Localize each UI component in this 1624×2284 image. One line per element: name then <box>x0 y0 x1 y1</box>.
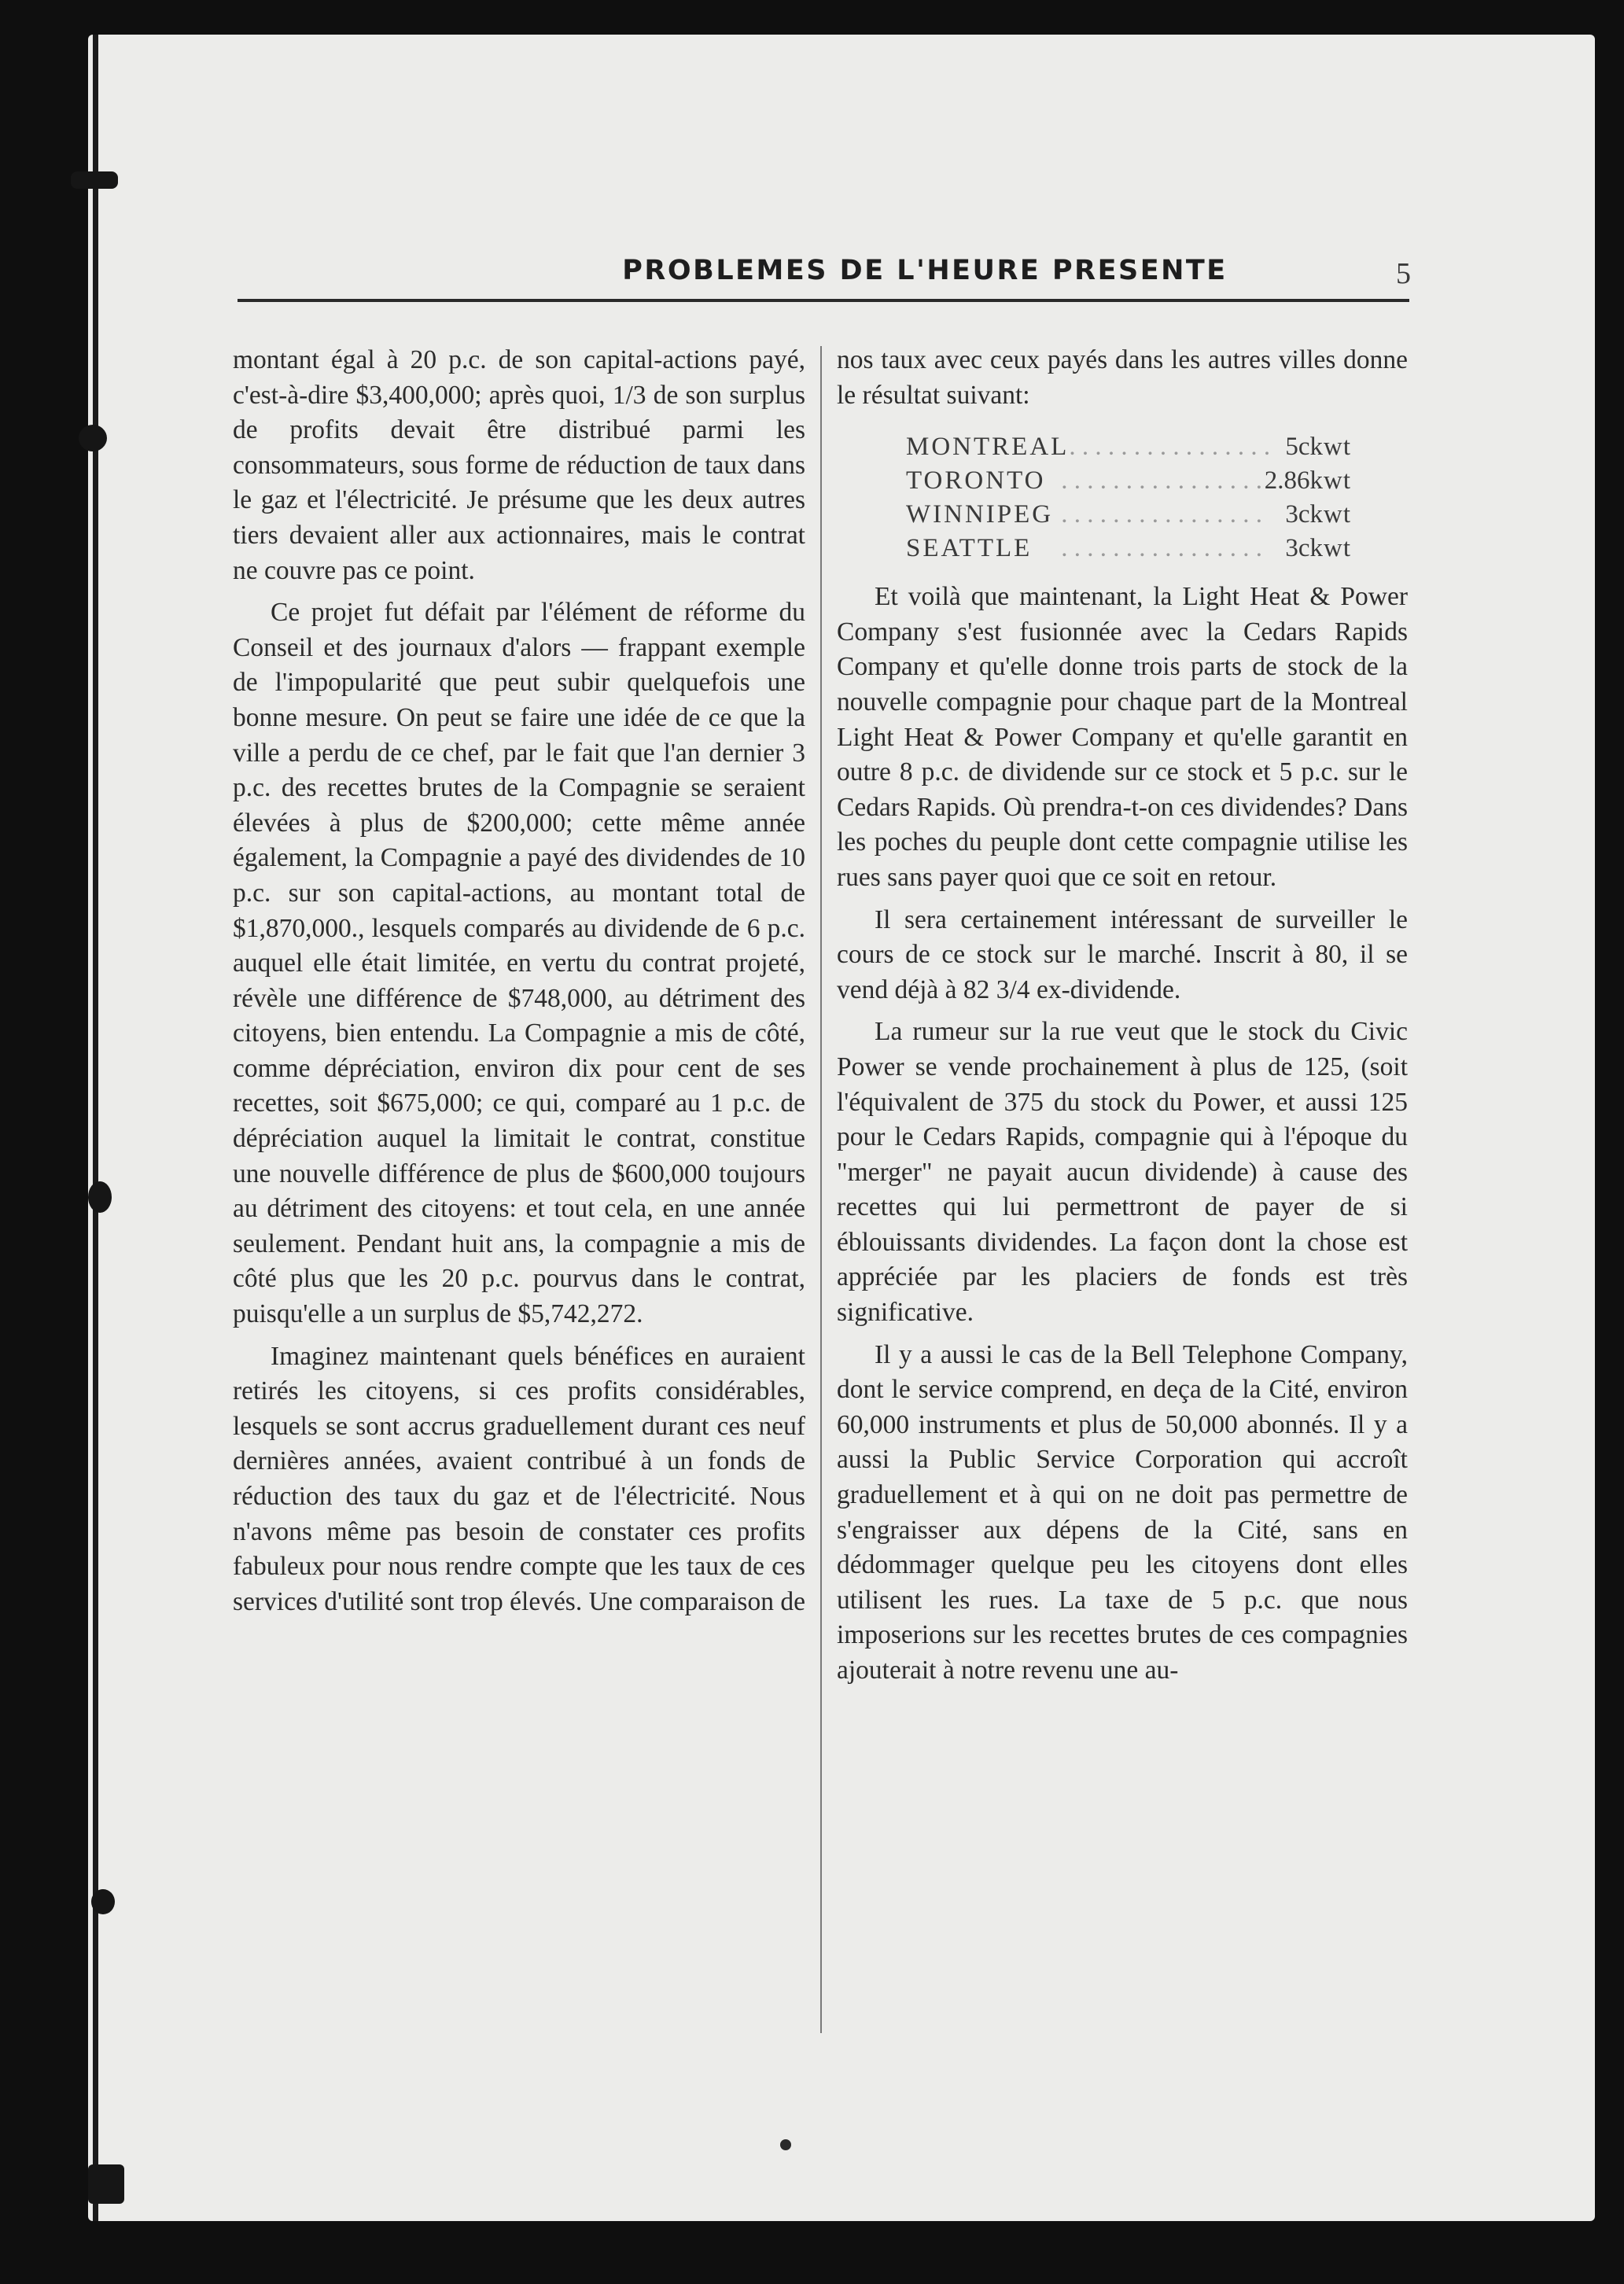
binding-clip <box>79 425 107 451</box>
leader-dots: . . . . . . . . . . . . . . . . <box>1061 534 1262 563</box>
rates-city: WINNIPEG <box>906 500 1054 529</box>
paragraph: Imaginez maintenant quels bénéfices en auraient retirés les citoyens, si ces profits considérables, lesquels se sont accrus graduellement durant ces neuf dernières années, avaient contribué à un fonds de réduction des taux du gaz et de l'électricité. Nous n'avons même pas besoin de constater ces profits fabuleux pour nous rendre compte que les taux de ces services d'utilité sont trop élevés. Une comparaison de <box>233 1341 805 1616</box>
running-title: PROBLEMES DE L'HEURE PRESENTE <box>622 255 1228 286</box>
rates-unit: kwt <box>1309 500 1351 529</box>
rates-table <box>906 430 1351 565</box>
rates-city: MONTREAL <box>906 433 1070 462</box>
paragraph: montant égal à 20 p.c. de son capital-actions payé, c'est-à-dire $3,400,000; après quoi, 1/3 de son surplus de profits devait être distribué parmi les consommateurs, sous forme de réduction de taux dans le gaz et l'électricité. Je présume que les deux autres tiers devaient aller aux actionnaires, mais le contrat ne couvre pas ce point. <box>233 345 805 585</box>
ink-speck <box>780 2139 791 2150</box>
paragraph: Et voilà que maintenant, la Light Heat & Power Company s'est fusionnée avec la Cedars Rapids Company et qu'elle donne trois parts de stock de la nouvelle compagnie pour chaque part de la Montreal Light Heat & Power Company et qu'elle garantit en outre 8 p.c. de dividende sur ce stock et 5 p.c. sur le Cedars Rapids. Où prendra-t-on ces dividendes? Dans les poches du peuple dont cette compagnie utilise les rues sans payer quoi que ce soit en retour. <box>837 582 1408 892</box>
binding-clip <box>88 1181 112 1213</box>
rates-value: 5c <box>1285 433 1310 462</box>
column-divider <box>820 346 822 2033</box>
rates-value: 3c <box>1285 534 1310 563</box>
paragraph: Ce projet fut défait par l'élément de réforme du Conseil et des journaux d'alors — frappant exemple de l'impopularité que peut subir quelquefois une bonne mesure. On peut se faire une idée de ce que la ville a perdu de ce chef, par le fait que l'an dernier 3 p.c. des recettes brutes de la Compagnie se seraient élevées à plus de $200,000; cette même année également, la Compagnie a payé des dividendes de 10 p.c. sur son capital-actions, au montant total de $1,870,000., lesquels comparés au dividende de 6 p.c. auquel elle était limitée, en vertu du contrat projeté, révèle une différence de $748,000, au détriment des citoyens, bien entendu. La Compagnie a mis de côté, comme dépréciation, environ dix pour cent de ses recettes, soit $675,000; ce qui, comparé au 1 p.c. de dépréciation auquel la limitait le contrat, constitue une nouvelle différence de plus de $600,000 toujours au détriment des citoyens: et tout cela, en une année seulement. Pendant huit ans, la compagnie a mis de côté plus que les 20 p.c. pourvus dans le contrat, puisqu'elle a un surplus de $5,742,272. <box>233 598 805 1329</box>
header-rule <box>238 299 1409 302</box>
rates-unit: kwt <box>1309 466 1351 495</box>
paragraph: La rumeur sur la rue veut que le stock du Civic Power se vende prochainement à plus de 125, (soit l'équivalent de 375 du stock du Power, et aussi 125 pour le Cedars Rapids, compagnie qui à l'époque du "merger" ne payait aucun dividende) à cause des recettes qui lui permettront de payer de si éblouissants dividendes. La façon dont la chose est appréciée par les placiers de fonds est très significative. <box>837 1017 1408 1328</box>
paragraph: nos taux avec ceux payés dans les autres villes donne le résultat suivant: <box>837 345 1408 410</box>
binding-clip <box>88 2164 124 2204</box>
leader-dots: . . . . . . . . . . . . . . . . <box>1061 500 1262 529</box>
binding-clip <box>91 1889 115 1914</box>
page-number: 5 <box>1396 257 1411 290</box>
rates-row <box>906 532 1351 565</box>
rates-city: SEATTLE <box>906 534 1033 563</box>
leader-dots: . . . . . . . . . . . . . . . . <box>1069 433 1271 462</box>
rates-unit: kwt <box>1309 534 1351 563</box>
rates-value: 2.86 <box>1264 466 1310 495</box>
paragraph: Il y a aussi le cas de la Bell Telephone Company, dont le service comprend, en deça de la Cité, environ 60,000 instruments et plus de 50,000 abonnés. Il y a aussi la Public Service Corporation qui accroît graduellement et à qui on ne doit pas permettre de s'engraisser aux dépens de la Cité, sans en dédommager quelque peu les citoyens dont elles utilisent les rues. La taxe de 5 p.c. que nous imposerions sur les recettes brutes de ces compagnies ajouterait à notre revenu une au- <box>837 1339 1408 1685</box>
right-column <box>837 343 1408 1689</box>
rates-city: TORONTO <box>906 466 1046 495</box>
rates-unit: kwt <box>1309 433 1351 462</box>
binding-clip <box>71 171 118 189</box>
left-column <box>233 343 805 1619</box>
leader-dots: . . . . . . . . . . . . . . . . <box>1061 466 1262 495</box>
rates-row <box>906 464 1351 498</box>
page-header <box>236 255 1411 302</box>
rates-row <box>906 498 1351 532</box>
rates-row <box>906 430 1351 464</box>
paragraph: Il sera certainement intéressant de surveiller le cours de ce stock sur le marché. Inscrit à 80, il se vend déjà à 82 3/4 ex-dividende. <box>837 904 1408 1004</box>
rates-value: 3c <box>1285 500 1310 529</box>
